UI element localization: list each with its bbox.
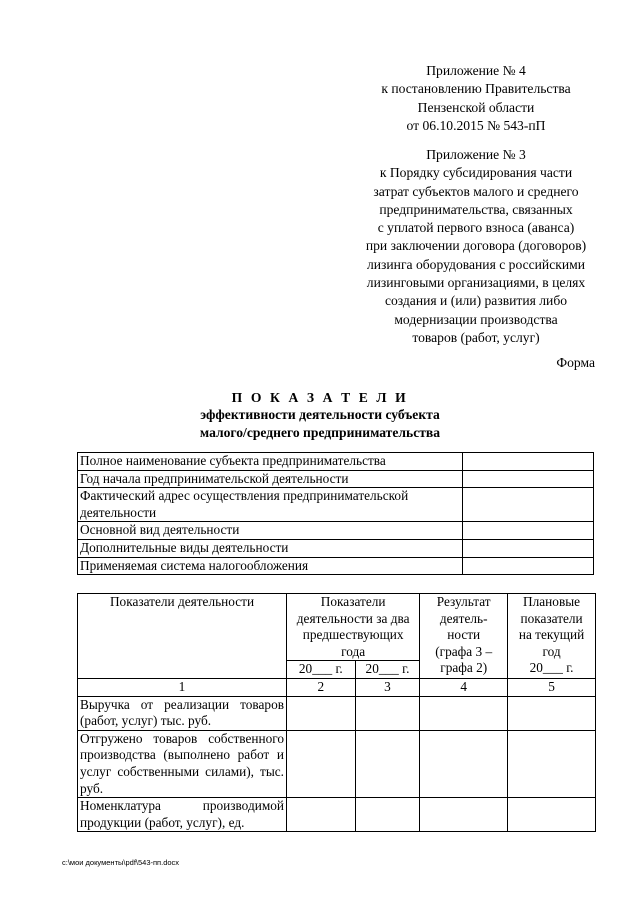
file-path-footer: c:\мои документы\pdf\543-пп.docx bbox=[62, 858, 180, 867]
header-planned bbox=[508, 594, 596, 679]
info-value-cell[interactable] bbox=[463, 557, 594, 575]
document-subtitle: эффективности деятельности субъекта bbox=[200, 407, 440, 422]
annex-3-line: предпринимательства, связанных bbox=[379, 201, 573, 217]
document-subtitle: малого/среднего предпринимательства bbox=[199, 425, 441, 440]
value-cell[interactable] bbox=[287, 730, 356, 797]
value-cell[interactable] bbox=[420, 798, 508, 832]
annex-3-line: к Порядку субсидирования части bbox=[379, 165, 573, 181]
table-row bbox=[78, 696, 596, 730]
document-title: П О К А З А Т Е Л И bbox=[231, 390, 409, 405]
header-year-b: 20___ г. bbox=[355, 661, 420, 679]
info-label: Применяемая система налогообложения bbox=[78, 557, 463, 575]
header-planned-line: на текущий bbox=[518, 627, 585, 643]
value-cell[interactable] bbox=[355, 696, 420, 730]
header-prev-years: Показатели деятельности за два предшествующих года bbox=[287, 594, 420, 661]
annex-3-header bbox=[345, 146, 607, 347]
info-value-cell[interactable] bbox=[463, 470, 594, 488]
table-row bbox=[78, 522, 594, 540]
value-cell[interactable] bbox=[287, 798, 356, 832]
column-number: 3 bbox=[355, 678, 420, 696]
indicator-label: Отгружено товаров собственного производства (выполнено работ и услуг собственными силами), тыс. руб. bbox=[78, 730, 287, 797]
table-header-row bbox=[78, 594, 596, 661]
annex-4-line: от 06.10.2015 № 543-пП bbox=[406, 117, 546, 133]
annex-3-line: модернизации производства bbox=[394, 311, 558, 327]
info-label: Фактический адрес осуществления предпринимательской деятельности bbox=[78, 488, 463, 522]
header-planned-line: Плановые bbox=[523, 594, 581, 609]
header-year-a: 20___ г. bbox=[287, 661, 356, 679]
indicators-table bbox=[77, 593, 596, 832]
info-label: Дополнительные виды деятельности bbox=[78, 539, 463, 557]
annex-4-header bbox=[345, 62, 607, 135]
table-row bbox=[78, 488, 594, 522]
header-planned-line: показатели bbox=[520, 610, 583, 626]
value-cell[interactable] bbox=[355, 730, 420, 797]
annex-3-line: товаров (работ, услуг) bbox=[412, 329, 540, 345]
table-row bbox=[78, 730, 596, 797]
entity-info-table bbox=[77, 452, 594, 575]
value-cell[interactable] bbox=[420, 696, 508, 730]
table-row bbox=[78, 453, 594, 471]
info-label: Год начала предпринимательской деятельности bbox=[78, 470, 463, 488]
header-planned-line: 20___ г. bbox=[529, 660, 574, 676]
value-cell[interactable] bbox=[508, 730, 596, 797]
info-value-cell[interactable] bbox=[463, 522, 594, 540]
column-numbers-row bbox=[78, 678, 596, 696]
annex-4-line: Пензенской области bbox=[417, 99, 535, 115]
indicator-label: Номенклатура производимой продукции (работ, услуг), ед. bbox=[78, 798, 287, 832]
header-result: Результат деятель-ности (графа 3 – графа 2) bbox=[420, 594, 508, 679]
value-cell[interactable] bbox=[508, 696, 596, 730]
table-row bbox=[78, 557, 594, 575]
info-value-cell[interactable] bbox=[463, 488, 594, 522]
value-cell[interactable] bbox=[287, 696, 356, 730]
value-cell[interactable] bbox=[420, 730, 508, 797]
value-cell[interactable] bbox=[508, 798, 596, 832]
header-indicators: Показатели деятельности bbox=[78, 594, 287, 679]
header-planned-line: год bbox=[542, 643, 561, 659]
table-row bbox=[78, 470, 594, 488]
indicator-label: Выручка от реализации товаров (работ, услуг) тыс. руб. bbox=[78, 696, 287, 730]
table-row bbox=[78, 798, 596, 832]
info-value-cell[interactable] bbox=[463, 453, 594, 471]
form-label: Форма bbox=[556, 355, 595, 370]
column-number: 1 bbox=[78, 678, 287, 696]
annex-3-line: затрат субъектов малого и среднего bbox=[373, 183, 579, 199]
value-cell[interactable] bbox=[355, 798, 420, 832]
annex-3-line: лизинговыми организациями, в целях bbox=[366, 275, 586, 291]
column-number: 4 bbox=[420, 678, 508, 696]
table-row bbox=[78, 539, 594, 557]
info-label: Основной вид деятельности bbox=[78, 522, 463, 540]
annex-3-line: создания и (или) развития либо bbox=[384, 293, 568, 309]
annex-3-line: с уплатой первого взноса (аванса) bbox=[377, 220, 575, 236]
annex-3-line: Приложение № 3 bbox=[426, 147, 526, 162]
info-value-cell[interactable] bbox=[463, 539, 594, 557]
annex-4-line: к постановлению Правительства bbox=[381, 81, 571, 97]
column-number: 5 bbox=[508, 678, 596, 696]
info-label: Полное наименование субъекта предпринимательства bbox=[78, 453, 463, 471]
annex-3-line: при заключении договора (договоров) bbox=[365, 238, 587, 254]
column-number: 2 bbox=[287, 678, 356, 696]
annex-4-line: Приложение № 4 bbox=[426, 63, 526, 78]
annex-3-line: лизинга оборудования с российскими bbox=[366, 256, 585, 272]
